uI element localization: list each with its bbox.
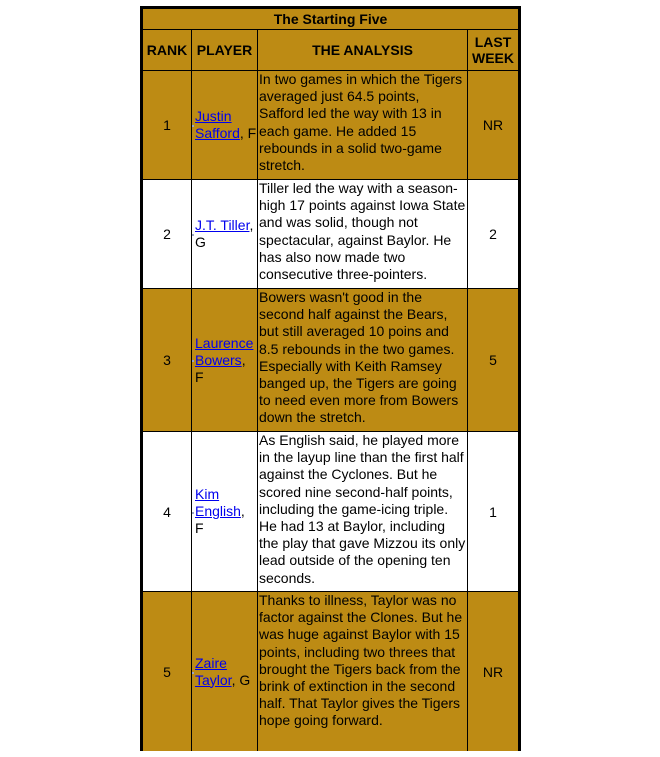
player-link-jt-tiller[interactable]: J.T. Tiller bbox=[195, 217, 250, 233]
rank-cell: 4 bbox=[143, 432, 191, 591]
table-row bbox=[143, 432, 518, 591]
analysis-cell: Thanks to illness, Taylor was no factor against the Clones. But he was huge against Baylor with 15 points, including two threes that brought the Tigers back from the brink of extinction in the second half. That Taylor gives the Tigers hope going forward. bbox=[258, 592, 467, 751]
last-week-cell: 2 bbox=[468, 180, 518, 288]
player-link-laurence-bowers[interactable]: Laurence Bowers bbox=[195, 334, 254, 368]
header-player: PLAYER bbox=[192, 30, 257, 70]
player-position: , F bbox=[239, 125, 257, 141]
bullet-icon bbox=[192, 234, 194, 236]
table-row bbox=[143, 289, 518, 431]
player-cell bbox=[192, 289, 257, 431]
player-link-zaire-taylor[interactable]: Zaire Taylor bbox=[195, 654, 232, 688]
player-cell bbox=[192, 592, 257, 751]
header-last-week: LAST WEEK bbox=[468, 30, 518, 70]
analysis-cell: Tiller led the way with a season-high 17 points against Iowa State and was solid, though not spectacular, against Baylor. He has also now made two consecutive three-pointers. bbox=[258, 180, 467, 288]
analysis-cell: Bowers wasn't good in the second half against the Bears, but still averaged 10 poins and 8.5 rebounds in the two games. Especially with Keith Ramsey banged up, the Tigers are going to need even more from Bowers down the stretch. bbox=[258, 289, 467, 431]
analysis-cell: In two games in which the Tigers averaged just 64.5 points, Safford led the way with 13 in each game. He added 15 rebounds in a solid two-game stretch. bbox=[258, 71, 467, 179]
rank-cell: 2 bbox=[143, 180, 191, 288]
table-row bbox=[143, 592, 518, 751]
table-row bbox=[143, 71, 518, 179]
player-link-kim-english[interactable]: Kim English bbox=[195, 486, 241, 519]
starting-five-table-frame bbox=[140, 6, 521, 751]
last-week-cell: 1 bbox=[468, 432, 518, 591]
rank-cell: 3 bbox=[143, 289, 191, 431]
player-cell bbox=[192, 71, 257, 179]
header-analysis: THE ANALYSIS bbox=[258, 30, 467, 70]
bullet-icon bbox=[192, 125, 194, 127]
last-week-cell: NR bbox=[468, 592, 518, 751]
player-cell bbox=[192, 432, 257, 591]
player-cell bbox=[192, 180, 257, 288]
player-link-justin-safford[interactable]: Justin Safford bbox=[195, 108, 240, 141]
header-rank: RANK bbox=[143, 30, 191, 70]
table-title: The Starting Five bbox=[143, 9, 518, 29]
bullet-icon bbox=[192, 360, 194, 362]
rank-cell: 5 bbox=[143, 592, 191, 751]
table-row bbox=[143, 180, 518, 288]
player-position: , G bbox=[231, 671, 251, 688]
player-position: , F bbox=[195, 351, 246, 385]
player-position: , F bbox=[195, 503, 245, 536]
bullet-icon bbox=[192, 672, 194, 674]
analysis-cell: As English said, he played more in the layup line than the first half against the Cyclones. But he scored nine second-half points, including the game-icing triple. He had 13 at Baylor, including the play that gave Mizzou its only lead outside of the opening ten seconds. bbox=[258, 432, 467, 591]
player-position: , G bbox=[195, 217, 254, 250]
rank-cell: 1 bbox=[143, 71, 191, 179]
bullet-icon bbox=[192, 512, 194, 514]
last-week-cell: 5 bbox=[468, 289, 518, 431]
last-week-cell: NR bbox=[468, 71, 518, 179]
starting-five-table bbox=[142, 8, 519, 752]
